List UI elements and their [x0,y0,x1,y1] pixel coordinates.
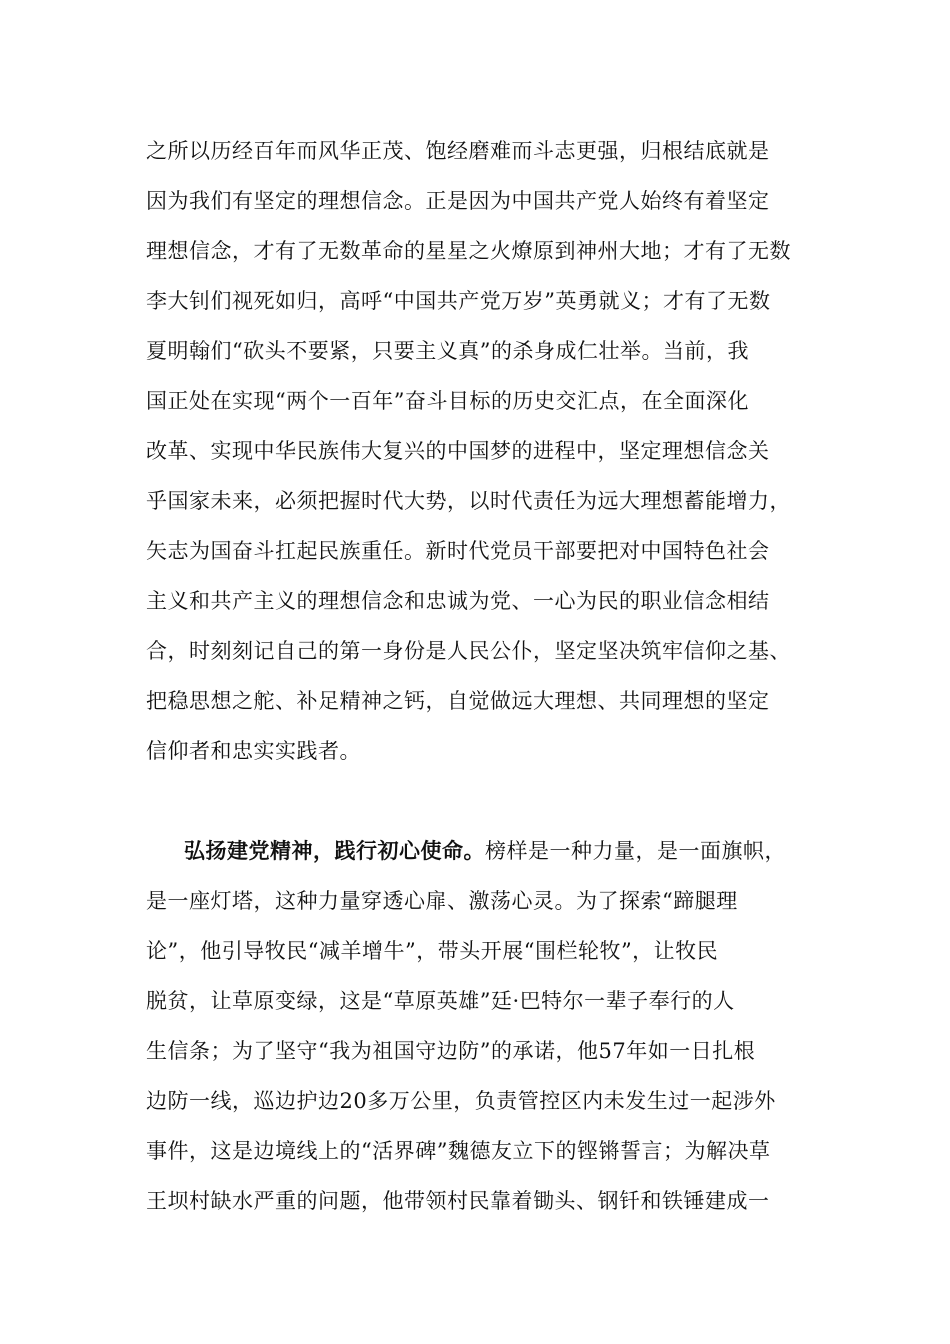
paragraph-line: 把稳思想之舵、补足精神之钙，自觉做远大理想、共同理想的坚定 [146,689,770,713]
paragraph-line: 因为我们有坚定的理想信念。正是因为中国共产党人始终有着坚定 [146,189,770,213]
paragraph-line: 之所以历经百年而风华正茂、饱经磨难而斗志更强，归根结底就是 [146,139,770,163]
paragraph-line: 信仰者和忠实实践者。 [146,739,361,763]
paragraph-line: 是一座灯塔，这种力量穿透心扉、激荡心灵。为了探索“蹄腿理 [146,889,738,913]
paragraph-line: 乎国家未来，必须把握时代大势，以时代责任为远大理想蓄能增力， [146,489,791,513]
paragraph-line: 李大钊们视死如归，高呼“中国共产党万岁”英勇就义；才有了无数 [146,289,771,313]
paragraph-line: 矢志为国奋斗扛起民族重任。新时代党员干部要把对中国特色社会 [146,539,770,563]
paragraph-line: 生信条；为了坚守“我为祖国守边防”的承诺，他57年如一日扎根 [146,1039,756,1063]
paragraph-line: 王坝村缺水严重的问题，他带领村民靠着锄头、钢钎和铁锤建成一 [146,1189,770,1213]
paragraph-first-line [184,836,864,866]
paragraph-line: 论”，他引导牧民“减羊增牛”，带头开展“围栏轮牧”，让牧民 [146,939,719,963]
paragraph-first-line-text: 榜样是一种力量，是一面旗帜， [485,839,786,863]
paragraph-line: 边防一线，巡边护边20多万公里，负责管控区内未发生过一起涉外 [146,1089,776,1113]
paragraph-line: 改革、实现中华民族伟大复兴的中国梦的进程中，坚定理想信念关 [146,439,770,463]
paragraph-line: 合，时刻刻记自己的第一身份是人民公仆，坚定坚决筑牢信仰之基、 [146,639,791,663]
paragraph-line: 脱贫，让草原变绿，这是“草原英雄”廷·巴特尔一辈子奉行的人 [146,989,735,1013]
paragraph-line: 夏明翰们“砍头不要紧，只要主义真”的杀身成仁壮举。当前，我 [146,339,749,363]
paragraph-line: 事件，这是边境线上的“活界碑”魏德友立下的铿锵誓言；为解决草 [146,1139,771,1163]
paragraph-line: 理想信念，才有了无数革命的星星之火燎原到神州大地；才有了无数 [146,239,791,263]
paragraph-heading: 弘扬建党精神，践行初心使命。 [184,838,485,863]
paragraph-line: 主义和共产主义的理想信念和忠诚为党、一心为民的职业信念相结 [146,589,770,613]
paragraph-line: 国正处在实现“两个一百年”奋斗目标的历史交汇点，在全面深化 [146,389,749,413]
